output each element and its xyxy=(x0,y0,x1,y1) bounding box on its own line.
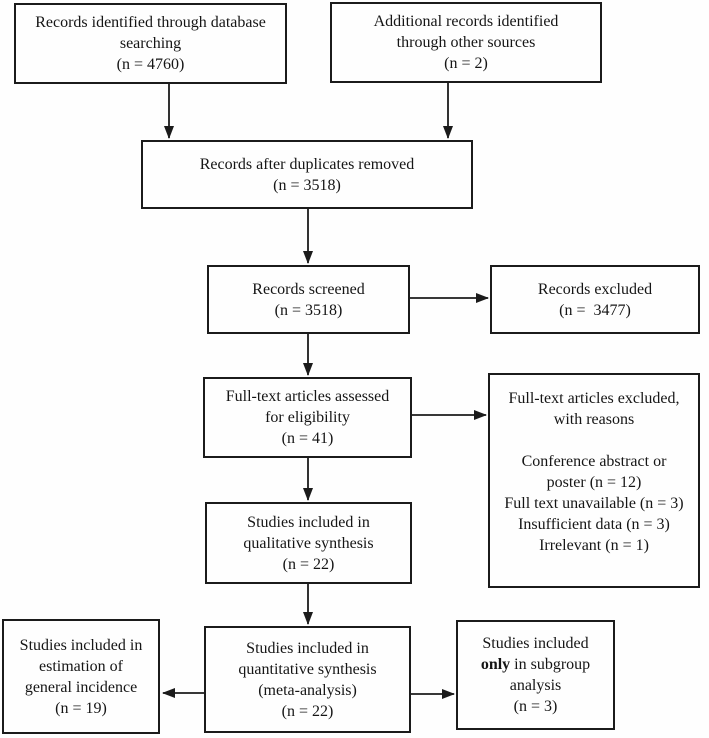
box-records-screened xyxy=(207,265,410,334)
box-line: (n = 2) xyxy=(444,55,488,72)
box-line: quantitative synthesis xyxy=(238,660,377,678)
box-line: (n = 22) xyxy=(281,702,334,720)
box-line: Studies included in xyxy=(246,639,369,657)
box-line: poster (n = 12) xyxy=(546,474,642,491)
box-line: (n = 22) xyxy=(282,555,335,573)
box-line: (n = 4760) xyxy=(116,56,185,73)
box-general-incidence xyxy=(2,619,160,734)
box-line: through other sources xyxy=(396,34,536,51)
box-line: Studies included in xyxy=(247,513,370,531)
box-line: analysis xyxy=(509,677,562,694)
box-line: general incidence xyxy=(24,678,138,696)
box-quantitative-synthesis xyxy=(204,626,411,733)
box-line: Full text unavailable (n = 3) xyxy=(504,495,684,512)
box-line: Irrelevant (n = 1) xyxy=(539,537,649,554)
box-line: Full-text articles assessed xyxy=(225,388,390,405)
subgroup-only-emphasis: only xyxy=(480,656,511,673)
box-line: (n = 3477) xyxy=(559,301,631,319)
box-line: (n = 3518) xyxy=(274,301,343,319)
box-line xyxy=(481,654,590,675)
box-records-other-sources xyxy=(330,2,602,83)
box-line: Records excluded xyxy=(537,280,653,298)
box-line: (meta-analysis) xyxy=(258,681,357,699)
box-records-identified-database xyxy=(14,3,287,84)
box-line: Studies included xyxy=(482,635,589,652)
box-line: searching xyxy=(119,35,182,52)
fulltext-excluded-header xyxy=(508,388,679,430)
box-qualitative-synthesis xyxy=(205,502,412,584)
box-line: (n = 19) xyxy=(55,699,107,717)
subgroup-line-rest: in subgroup xyxy=(510,656,591,673)
box-line: Records after duplicates removed xyxy=(199,155,415,173)
box-records-excluded xyxy=(490,265,700,334)
box-duplicates-removed xyxy=(141,140,473,209)
box-line: with reasons xyxy=(553,411,635,428)
box-fulltext-assessed xyxy=(203,377,412,458)
fulltext-excluded-reasons xyxy=(504,451,683,556)
box-line: Records identified through database xyxy=(35,14,266,31)
box-line: Conference abstract or xyxy=(521,453,667,470)
box-line: qualitative synthesis xyxy=(243,534,374,552)
box-line: (n = 3518) xyxy=(273,176,341,194)
box-line: Insufficient data (n = 3) xyxy=(518,516,670,533)
box-subgroup-only xyxy=(456,620,615,730)
box-line: Additional records identified xyxy=(373,13,559,30)
box-line: (n = 3) xyxy=(513,698,558,715)
box-line: Full-text articles excluded, xyxy=(508,390,680,407)
box-line: estimation of xyxy=(39,657,123,675)
box-fulltext-excluded xyxy=(488,373,700,588)
box-line: Records screened xyxy=(252,280,365,298)
box-line: (n = 41) xyxy=(281,430,334,447)
box-line: for eligibility xyxy=(265,409,350,426)
box-line: Studies included in xyxy=(19,636,143,654)
